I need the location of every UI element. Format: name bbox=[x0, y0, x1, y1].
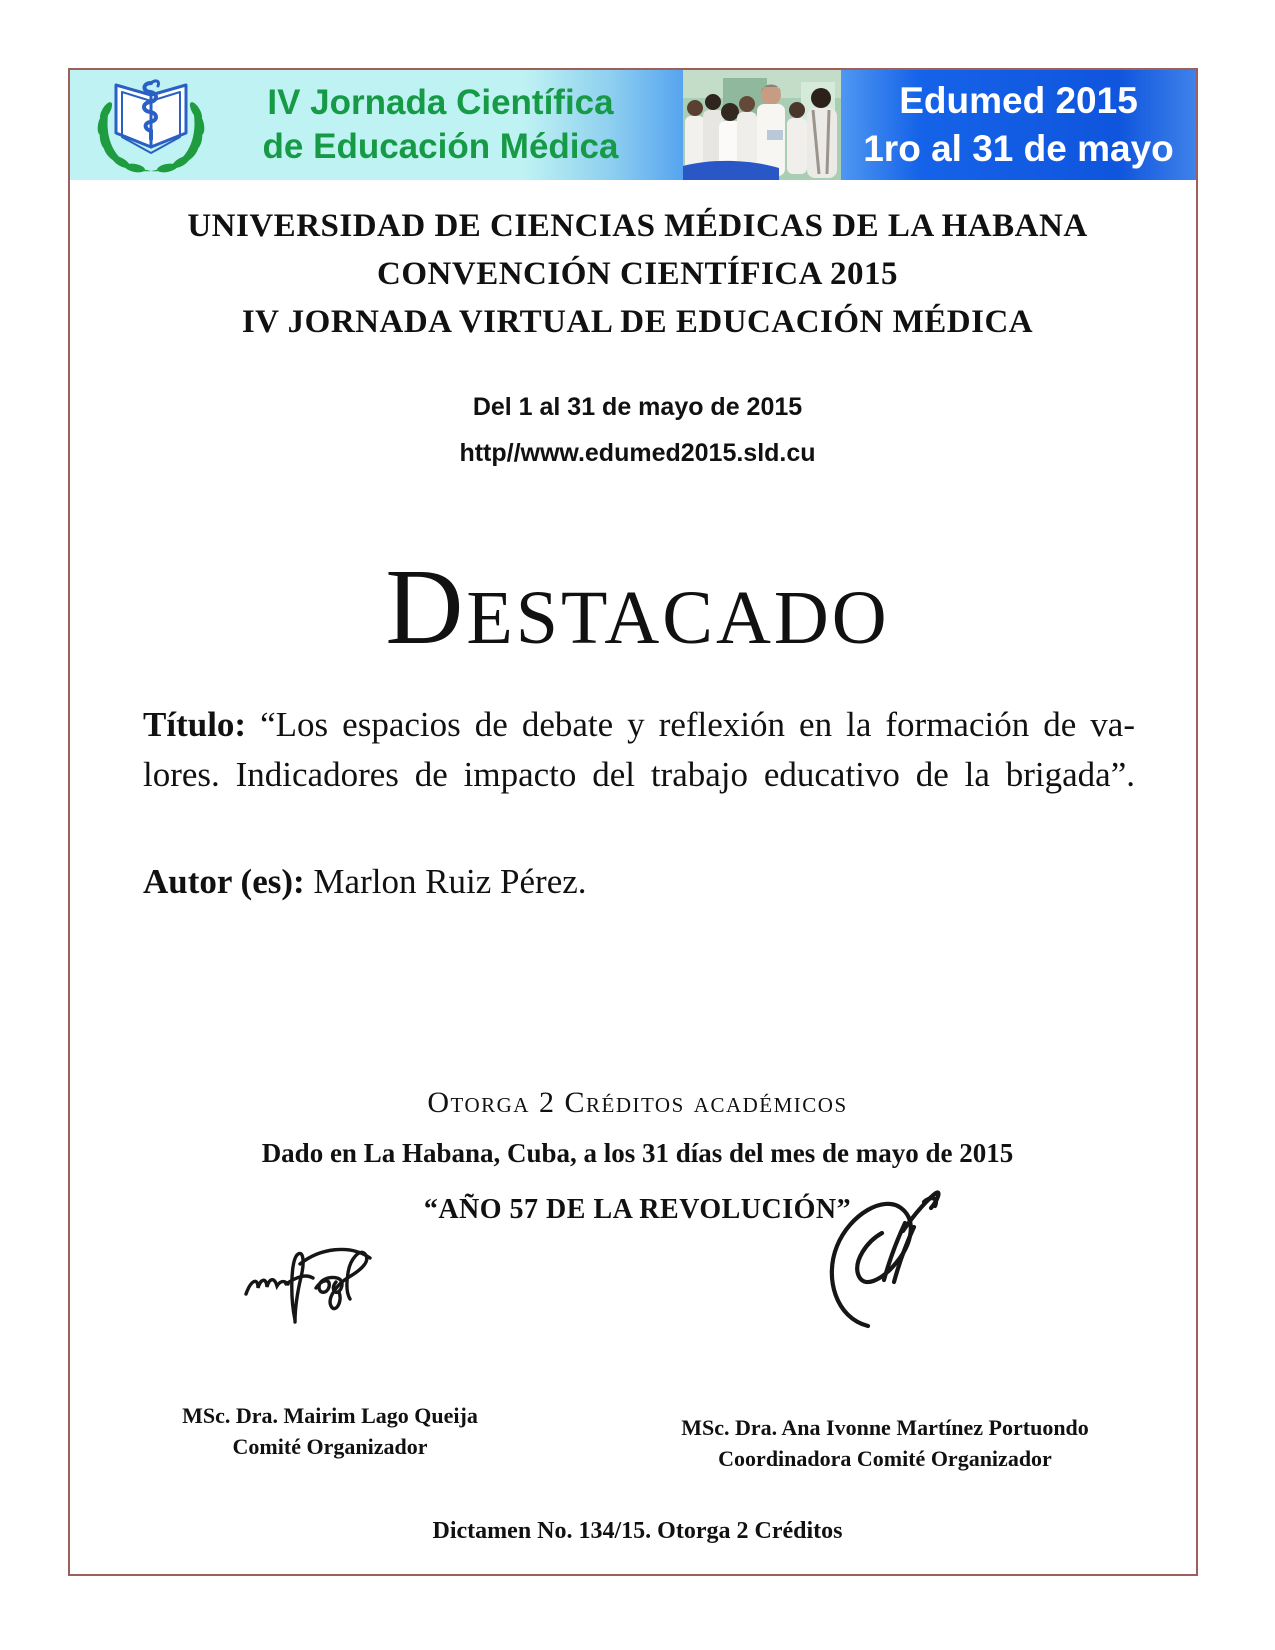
author-label: Autor (es): bbox=[143, 862, 305, 901]
university-name: UNIVERSIDAD DE CIENCIAS MÉDICAS DE LA HABANA bbox=[187, 208, 1088, 244]
signature-left bbox=[238, 1232, 403, 1327]
signer-left-name: MSc. Dra. Mairim Lago Queija bbox=[182, 1403, 478, 1428]
event-title-line2: de Educación Médica bbox=[262, 127, 619, 166]
event-title bbox=[212, 81, 683, 169]
event-title-line1: IV Jornada Científica bbox=[267, 83, 614, 122]
header-left-section bbox=[70, 70, 683, 180]
revolution-year-line: “AÑO 57 DE LA REVOLUCIÓN” bbox=[423, 1194, 852, 1225]
edumed-banner bbox=[841, 70, 1196, 180]
header-band bbox=[70, 70, 1196, 180]
institution-headings bbox=[75, 202, 1200, 346]
banner-line2: 1ro al 31 de mayo bbox=[863, 128, 1174, 169]
credits-line: Otorga 2 Créditos académicos bbox=[427, 1086, 848, 1119]
date-block bbox=[75, 384, 1200, 476]
laurel-book-caduceus-logo-icon bbox=[90, 75, 212, 175]
work-title-paragraph bbox=[143, 700, 1135, 800]
signature-right bbox=[808, 1178, 948, 1333]
award-heading: Destacado bbox=[385, 548, 890, 667]
signer-left-block bbox=[150, 1400, 510, 1462]
event-url: http//www.edumed2015.sld.cu bbox=[459, 439, 816, 467]
dictamen-line: Dictamen No. 134/15. Otorga 2 Créditos bbox=[432, 1518, 843, 1544]
work-title-line1 bbox=[143, 700, 1135, 750]
medical-staff-photo bbox=[683, 70, 841, 180]
open-book bbox=[116, 85, 186, 153]
convention-name: CONVENCIÓN CIENTÍFICA 2015 bbox=[377, 256, 898, 292]
jornada-name: IV JORNADA VIRTUAL DE EDUCACIÓN MÉDICA bbox=[241, 304, 1034, 340]
event-date-range: Del 1 al 31 de mayo de 2015 bbox=[472, 393, 803, 421]
work-title-line2: lores. Indicadores de impacto del trabajo educativo de la brigada”. bbox=[143, 755, 1135, 794]
signer-right-role: Coordinadora Comité Organizador bbox=[718, 1446, 1052, 1471]
signer-right-name: MSc. Dra. Ana Ivonne Martínez Portuondo bbox=[681, 1415, 1089, 1440]
author-name: Marlon Ruiz Pérez. bbox=[313, 862, 587, 901]
title-text-1: “Los espacios de debate y reflexión en la formación de va- bbox=[260, 705, 1135, 744]
title-label: Título: bbox=[143, 705, 247, 744]
signer-right-block bbox=[655, 1412, 1115, 1474]
signer-left-role: Comité Organizador bbox=[232, 1434, 428, 1459]
banner-line1: Edumed 2015 bbox=[899, 80, 1138, 121]
issued-line: Dado en La Habana, Cuba, a los 31 días del mes de mayo de 2015 bbox=[261, 1138, 1014, 1168]
author-paragraph bbox=[143, 862, 1135, 902]
